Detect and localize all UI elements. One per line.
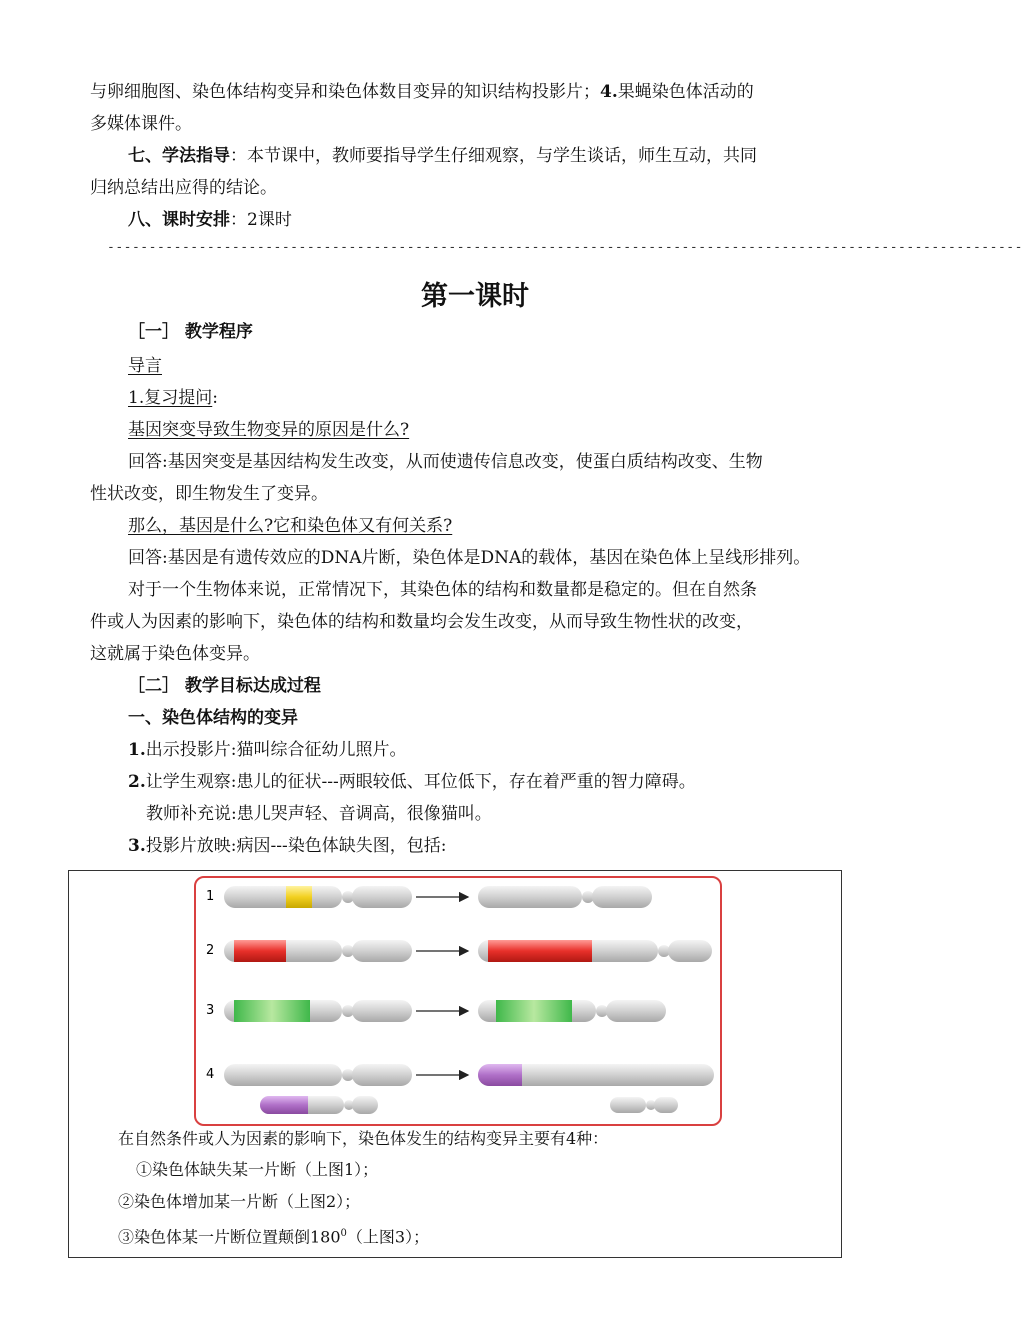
text: 与卵细胞图、染色体结构变异和染色体数目变异的知识结构投影片； [90,82,600,102]
section-7 [128,144,757,168]
row-label-1: 1 [206,889,215,904]
chromosome-result-1 [478,886,652,908]
text: 一、染色体结构的变异 [128,708,298,728]
answer-1-cont: 性状改变，即生物发生了变异。 [90,484,328,504]
section-8 [128,208,292,232]
chromosome-result-3 [478,1000,666,1022]
chromosome-original-4 [224,1064,412,1086]
section-8-heading: 八、课时安排 [128,210,230,230]
superscript: 0 [340,1228,347,1239]
text: 果蝇染色体活动的 [617,82,754,102]
answer-2: 回答:基因是有遗传效应的DNA片断，染色体是DNA的载体，基因在染色体上呈线形排列。 [128,548,811,568]
section-7-heading: 七、学法指导 [128,146,230,166]
dashed-divider: -------------------------------------------------------------------------------------------------------------- [107,240,1023,255]
row-label-3: 3 [206,1003,215,1018]
text: 投影片放映:病因---染色体缺失图，包括: [145,836,447,856]
text: ：本节课中，教师要指导学生仔细观察，与学生谈话，师生互动，共同 [230,146,757,166]
answer-1: 回答:基因突变是基因结构发生改变，从而使遗传信息改变，使蛋白质结构改变、生物 [128,452,763,472]
paragraph-3: 对于一个生物体来说，正常情况下，其染色体的结构和数量都是稳定的。但在自然条 [128,580,757,600]
intro-heading: 导言 [128,356,162,376]
chromosome-figure [194,876,722,1126]
review-heading [128,386,218,410]
question-1: 基因突变导致生物变异的原因是什么? [128,420,410,440]
item-3 [128,834,446,858]
paragraph-3-end: 这就属于染色体变异。 [90,644,260,664]
text: ：2课时 [230,210,292,230]
paragraph-1 [90,80,754,104]
text: : [212,388,218,408]
item-2-note: 教师补充说:患儿哭声轻、音调高，很像猫叫。 [146,804,492,824]
text: 让学生观察:患儿的征状---两眼较低、耳位低下，存在着严重的智力障碍。 [145,772,696,792]
item-number: 3. [128,836,146,856]
figure-intro-text: 在自然条件或人为因素的影响下，染色体发生的结构变异主要有4种： [118,1129,609,1148]
row-label-4: 4 [206,1067,215,1082]
chromosome-result-4 [478,1064,714,1086]
paragraph-3-cont: 件或人为因素的影响下，染色体的结构和数量均会发生改变，从而导致生物性状的改变， [90,612,753,632]
paragraph-1-cont: 多媒体课件。 [90,114,192,134]
subsection-heading [128,706,298,730]
text: 4. [600,82,618,102]
text: （上图3）； [346,1227,430,1247]
section-7-cont: 归纳总结出应得的结论。 [90,178,277,198]
text: 1.复习提问 [128,388,213,408]
chromosome-original-1 [224,886,412,908]
text: ［二］ 教学目标达成过程 [128,676,321,696]
text: 出示投影片:猫叫综合征幼儿照片。 [145,740,407,760]
chromosome-original-3 [224,1000,412,1022]
section-2-heading [128,674,321,698]
section-1-heading [128,320,253,344]
variation-2: ②染色体增加某一片断（上图2）； [118,1192,361,1211]
variation-1: ①染色体缺失某一片断（上图1）； [136,1160,379,1179]
chromosome-original-2 [224,940,412,962]
row-label-2: 2 [206,943,215,958]
text: ③染色体某一片断位置颠倒180 [118,1227,341,1247]
variation-3 [118,1222,429,1249]
item-1 [128,738,406,762]
chromosome-diagram [196,878,720,1124]
question-2: 那么，基因是什么?它和染色体又有何关系? [128,516,453,536]
chromosome-small-result [610,1097,678,1113]
page-title: 第一课时 [421,281,529,312]
item-number: 2. [128,772,146,792]
text: ［一］ 教学程序 [128,322,253,342]
item-2 [128,770,696,794]
chromosome-result-2 [478,940,712,962]
item-number: 1. [128,740,146,760]
chromosome-small-original [260,1096,378,1114]
